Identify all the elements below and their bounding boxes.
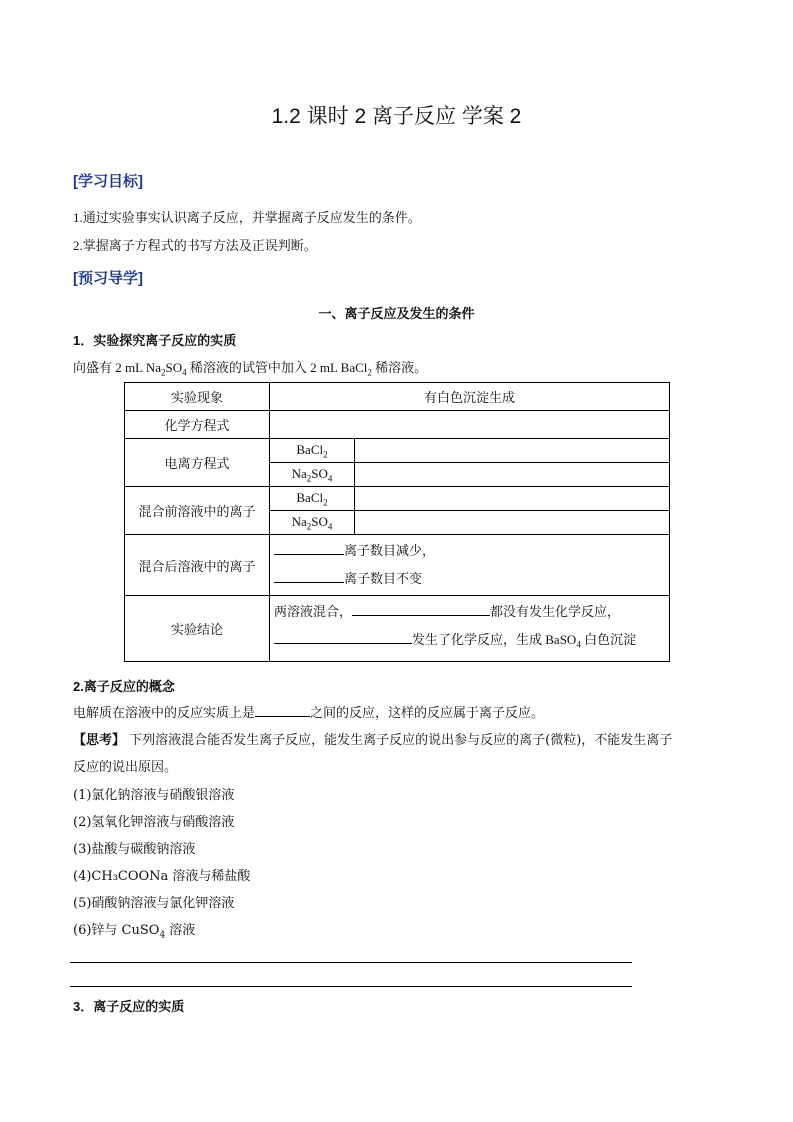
before-na2so4-blank (355, 511, 670, 535)
row-equation-label: 化学方程式 (125, 411, 270, 439)
think-tag: 【思考】 (73, 732, 126, 747)
ionization-bacl2-blank (355, 439, 670, 463)
think-item-3: (3)盐酸与碳酸钠溶液 (73, 842, 196, 857)
think-item-4: (4)CH₃COONa 溶液与稀盐酸 (73, 869, 251, 884)
think-line-2: 反应的说出原因。 (73, 760, 178, 775)
row-ionization-label: 电离方程式 (125, 439, 270, 487)
experiment-table (124, 382, 670, 662)
row-before-label: 混合前溶液中的离子 (125, 487, 270, 535)
answer-line-1 (70, 962, 632, 963)
think-item-5: (5)硝酸钠溶液与氯化钾溶液 (73, 896, 235, 911)
row-phenomenon-value: 有白色沉淀生成 (270, 383, 670, 411)
part3-heading: 3．离子反应的实质 (73, 999, 185, 1014)
answer-line-2 (70, 986, 632, 987)
ionization-na2so4: $Na_2SO_4$ (270, 463, 355, 487)
part1-heading: 一、离子反应及发生的条件 (318, 306, 475, 321)
part1-sub1: 1．实验探究离子反应的实质 (73, 333, 237, 348)
preview-heading: [预习导学] (73, 270, 143, 287)
part1-intro: 向盛有 2 mL $Na_2SO_4$ 稀溶液的试管中加入 2 mL BaCl$_2$ 稀溶液。 (73, 360, 428, 378)
think-line-1: 【思考】 下列溶液混合能否发生离子反应，能发生离子反应的说出参与反应的离子(微粒)，不能发生离子 (73, 732, 673, 748)
before-na2so4: $Na_2SO_4$ (270, 511, 355, 535)
ionization-bacl2: BaCl$_2$ (270, 439, 355, 463)
row-conclusion-value: 两溶液混合， 都没有发生化学反应， 发生了化学反应，生成 BaSO$_4$ 白色沉淀 (270, 596, 670, 662)
think-item-2: (2)氢氧化钾溶液与硝酸溶液 (73, 815, 235, 830)
page-title: 1.2 课时 2 离子反应 学案 2 (271, 105, 522, 128)
goal-2: 2.掌握离子方程式的书写方法及正误判断。 (73, 238, 317, 253)
row-after-label: 混合后溶液中的离子 (125, 535, 270, 596)
goals-heading: [学习目标] (73, 173, 143, 190)
part2-heading: 2.离子反应的概念 (73, 679, 175, 694)
row-phenomenon-label: 实验现象 (125, 383, 270, 411)
before-bacl2-blank (355, 487, 670, 511)
row-after-value: 离子数目减少， 离子数目不变 (270, 535, 670, 596)
ionization-na2so4-blank (355, 463, 670, 487)
before-bacl2: BaCl$_2$ (270, 487, 355, 511)
think-item-6: (6)锌与 CuSO$_4$ 溶液 (73, 923, 196, 941)
row-equation-value (270, 411, 670, 439)
part2-concept: 电解质在溶液中的反应实质上是 之间的反应，这样的反应属于离子反应。 (73, 705, 545, 720)
think-item-1: (1)氯化钠溶液与硝酸银溶液 (73, 788, 235, 803)
goal-1: 1.通过实验事实认识离子反应，并掌握离子反应发生的条件。 (73, 210, 421, 225)
row-conclusion-label: 实验结论 (125, 596, 270, 662)
